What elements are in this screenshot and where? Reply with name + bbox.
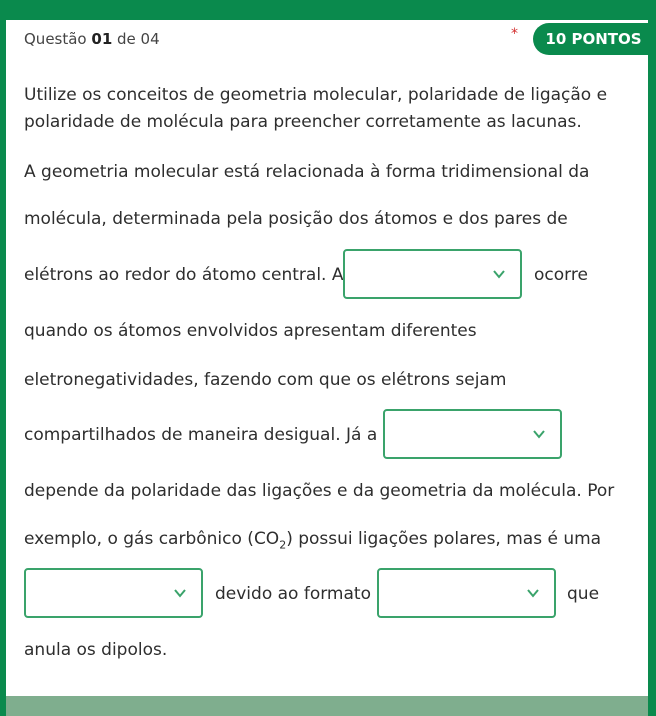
text-line-10: anula os dipolos.: [24, 640, 168, 660]
question-suffix: de 04: [112, 30, 160, 48]
blank-dropdown-2[interactable]: [383, 409, 562, 459]
text-line-6a: compartilhados de maneira desigual. Já a: [24, 425, 378, 445]
question-instructions: Utilize os conceitos de geometria molecular, polaridade de ligação e polaridade de molécula para preencher corretamente as lacunas.: [24, 85, 608, 132]
text-line-8: [24, 529, 601, 551]
blank-dropdown-1[interactable]: [343, 249, 522, 299]
chevron-down-icon: [492, 267, 506, 281]
question-prefix: Questão: [24, 30, 92, 48]
text-line-3a: elétrons ao redor do átomo central. A: [24, 265, 344, 285]
chevron-down-icon: [526, 586, 540, 600]
points-badge: 10 PONTOS: [533, 23, 654, 55]
chevron-down-icon: [532, 427, 546, 441]
question-counter: [24, 30, 160, 48]
blank-dropdown-3[interactable]: [24, 568, 203, 618]
question-card: [6, 20, 648, 696]
required-asterisk: *: [511, 26, 518, 42]
blank-dropdown-4[interactable]: [377, 568, 556, 618]
text-line-9a: devido ao formato: [215, 584, 371, 604]
chevron-down-icon: [173, 586, 187, 600]
question-header: [6, 20, 648, 58]
question-number: 01: [91, 30, 113, 48]
co2-subscript: 2: [279, 538, 287, 552]
footer-bar: [6, 696, 648, 716]
text-line-8b: ) possui ligações polares, mas é uma: [286, 529, 602, 549]
text-line-3b: ocorre: [534, 265, 588, 285]
text-line-4: quando os átomos envolvidos apresentam diferentes: [24, 321, 477, 341]
text-line-2: molécula, determinada pela posição dos átomos e dos pares de: [24, 209, 568, 229]
text-line-1: A geometria molecular está relacionada à forma tridimensional da: [24, 162, 590, 182]
text-line-5: eletronegatividades, fazendo com que os elétrons sejam: [24, 370, 507, 390]
text-line-7: depende da polaridade das ligações e da geometria da molécula. Por: [24, 481, 615, 501]
text-line-9b: que: [567, 584, 600, 604]
text-line-8a: exemplo, o gás carbônico (CO: [24, 529, 280, 549]
